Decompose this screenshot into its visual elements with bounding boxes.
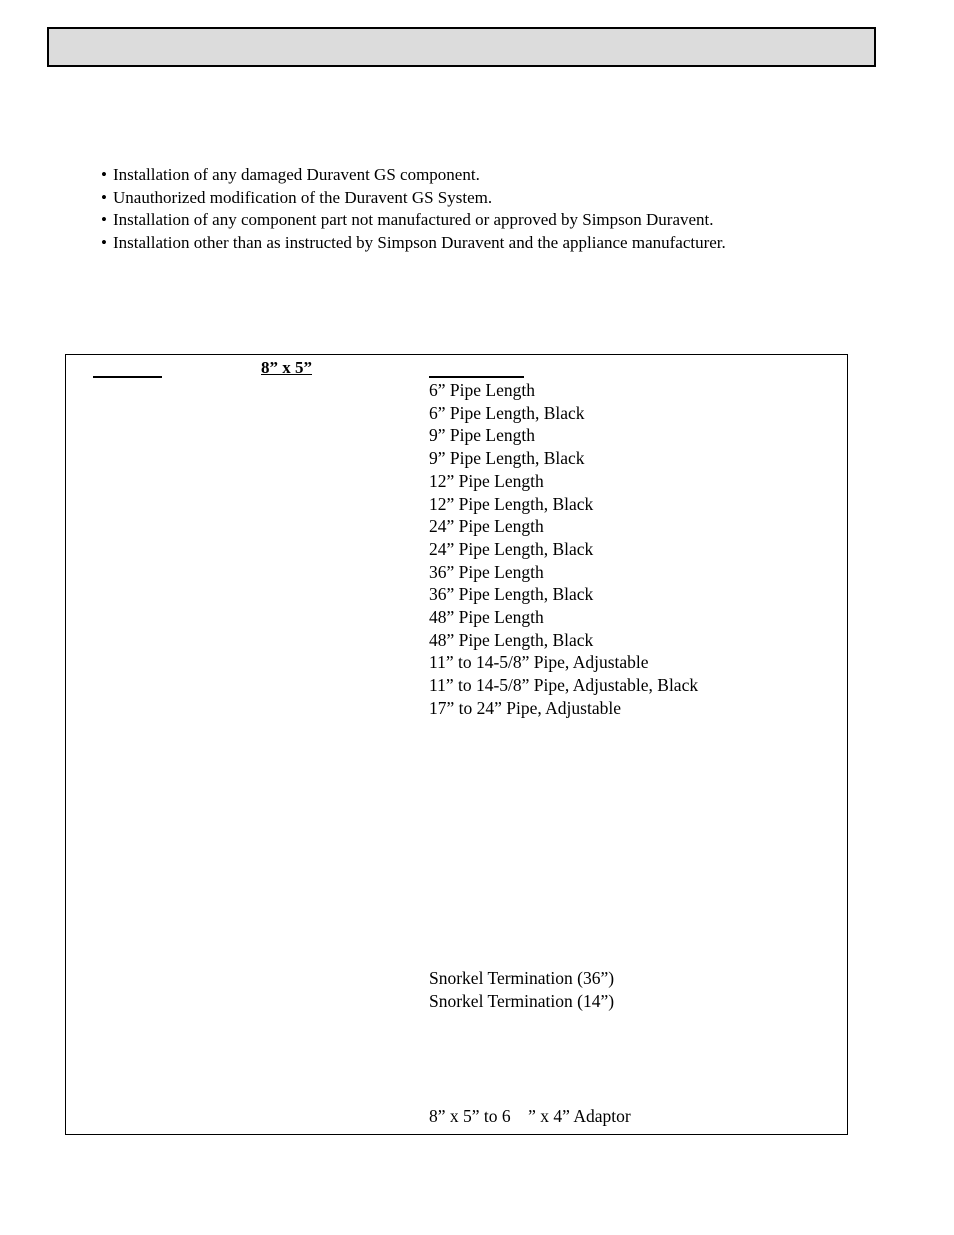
part-description: Snorkel Termination (36”) (429, 968, 615, 988)
section-header-bar (47, 27, 876, 67)
list-item (101, 232, 726, 255)
part-description: 12” Pipe Length, Black (429, 493, 594, 514)
list-item (101, 187, 726, 210)
restriction-text: Installation of any component part not manufactured or approved by Simpson Duravent. (113, 210, 714, 230)
part-description: 17” to 24” Pipe, Adjustable (429, 697, 621, 718)
snorkel-description-list (429, 967, 614, 1012)
part-description: 9” Pipe Length (429, 425, 535, 446)
bullet-icon: • (101, 210, 107, 230)
part-description: 36” Pipe Length, Black (429, 584, 594, 605)
part-description: 8” x 5” to 6 ” x 4” Adaptor (429, 1106, 631, 1126)
part-description: Snorkel Termination (14”) (429, 990, 615, 1011)
part-description: 48” Pipe Length, Black (429, 629, 594, 650)
column-heading-rule-right (429, 376, 524, 378)
column-heading-rule-left (93, 376, 162, 378)
part-description: 24” Pipe Length, Black (429, 538, 594, 559)
part-description: 9” Pipe Length, Black (429, 448, 585, 469)
part-description: 6” Pipe Length, Black (429, 402, 585, 423)
part-description: 12” Pipe Length (429, 470, 544, 491)
part-description: 48” Pipe Length (429, 607, 544, 628)
restriction-text: Installation other than as instructed by Simpson Duravent and the appliance manufacturer. (113, 233, 726, 253)
restriction-text: Installation of any damaged Duravent GS component. (113, 165, 480, 184)
size-heading: 8” x 5” (261, 358, 312, 377)
part-description: 6” Pipe Length (429, 380, 535, 400)
part-description: 24” Pipe Length (429, 516, 544, 537)
adaptor-description-list (429, 1105, 631, 1128)
part-description: 36” Pipe Length (429, 561, 544, 582)
restrictions-list (101, 164, 726, 255)
part-description: 11” to 14-5/8” Pipe, Adjustable, Black (429, 675, 699, 696)
bullet-icon: • (101, 165, 107, 184)
part-description: 11” to 14-5/8” Pipe, Adjustable (429, 652, 649, 673)
parts-table (65, 354, 848, 1135)
bullet-icon: • (101, 187, 107, 207)
list-item (101, 164, 726, 187)
list-item (101, 209, 726, 232)
bullet-icon: • (101, 233, 107, 253)
pipe-description-list (429, 379, 698, 720)
restriction-text: Unauthorized modification of the Duravent GS System. (113, 187, 493, 207)
